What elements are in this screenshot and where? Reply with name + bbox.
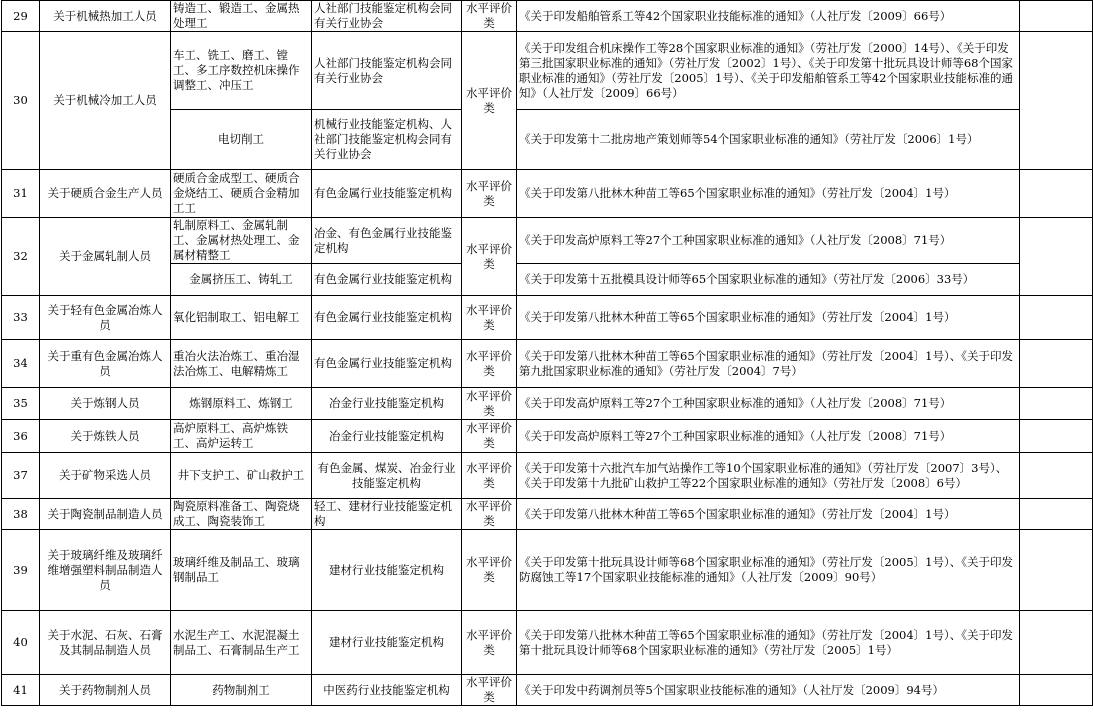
table-row — [2, 611, 1093, 675]
work-types: 药物制剂工 — [171, 675, 312, 706]
blank-cell — [1020, 453, 1093, 499]
standard-docs: 《关于印发船舶管系工等42个国家职业技能标准的通知》（人社厅发〔2009〕66号） — [517, 1, 1020, 32]
standard-docs: 《关于印发第八批林木种苗工等65个国家职业标准的通知》（劳社厅发〔2004〕1号）、《关于印发第九批国家职业标准的通知》（劳社厅发〔2004〕7号） — [517, 340, 1020, 388]
table-row — [2, 170, 1093, 218]
row-number: 34 — [2, 340, 40, 388]
blank-cell — [1020, 32, 1093, 170]
standard-docs: 《关于印发第十批玩具设计师等68个国家职业标准的通知》（劳社厅发〔2005〕1号）、《关于印发防腐蚀工等17个国家职业技能标准的通知》（人社厅发〔2009〕90号） — [517, 530, 1020, 611]
table-row — [2, 32, 1093, 110]
row-number: 35 — [2, 388, 40, 420]
work-types: 轧制原料工、金属轧制工、金属材热处理工、金属材精整工 — [171, 218, 312, 264]
category: 水平评价类 — [462, 170, 517, 218]
standard-docs: 《关于印发组合机床操作工等28个国家职业标准的通知》（劳社厅发〔2000〕14号）、《关于印发第三批国家职业标准的通知》（劳社厅发〔2002〕1号）、《关于印发第十批玩具设计师等68个国家职业标准的通知》（劳社厅发〔2005〕1号）、《关于印发船舶管系工等42个国家职业技能标准的通知》（人社厅发〔2009〕66号） — [517, 32, 1020, 110]
table-row — [2, 453, 1093, 499]
occupation-name: 关于玻璃纤维及玻璃纤维增强塑料制品制造人员 — [40, 530, 171, 611]
row-number: 40 — [2, 611, 40, 675]
appraisal-org: 建材行业技能鉴定机构 — [312, 530, 462, 611]
appraisal-org: 人社部门技能鉴定机构会同有关行业协会 — [312, 32, 462, 110]
occupation-name: 关于水泥、石灰、石膏及其制品制造人员 — [40, 611, 171, 675]
row-number: 37 — [2, 453, 40, 499]
blank-cell — [1020, 170, 1093, 218]
standard-docs: 《关于印发第十二批房地产策划师等54个国家职业标准的通知》（劳社厅发〔2006〕1号） — [517, 110, 1020, 170]
appraisal-org: 轻工、建材行业技能鉴定机构 — [312, 499, 462, 530]
table-row — [2, 296, 1093, 340]
occupation-name: 关于矿物采选人员 — [40, 453, 171, 499]
category: 水平评价类 — [462, 218, 517, 296]
appraisal-org: 冶金行业技能鉴定机构 — [312, 420, 462, 453]
standard-docs: 《关于印发第十五批模具设计师等65个国家职业标准的通知》（劳社厅发〔2006〕33号） — [517, 264, 1020, 296]
row-number: 36 — [2, 420, 40, 453]
row-number: 41 — [2, 675, 40, 706]
occupation-name: 关于炼钢人员 — [40, 388, 171, 420]
occupation-name: 关于炼铁人员 — [40, 420, 171, 453]
work-types: 炼钢原料工、炼钢工 — [171, 388, 312, 420]
standard-docs: 《关于印发第八批林木种苗工等65个国家职业标准的通知》（劳社厅发〔2004〕1号） — [517, 499, 1020, 530]
table-row — [2, 675, 1093, 706]
table-row — [2, 499, 1093, 530]
appraisal-org: 建材行业技能鉴定机构 — [312, 611, 462, 675]
occupation-name: 关于硬质合金生产人员 — [40, 170, 171, 218]
appraisal-org: 有色金属行业技能鉴定机构 — [312, 170, 462, 218]
category: 水平评价类 — [462, 611, 517, 675]
work-types: 金属挤压工、铸轧工 — [171, 264, 312, 296]
blank-cell — [1020, 499, 1093, 530]
table-row — [2, 1, 1093, 32]
occupation-name: 关于金属轧制人员 — [40, 218, 171, 296]
category: 水平评价类 — [462, 340, 517, 388]
category: 水平评价类 — [462, 453, 517, 499]
appraisal-org: 机械行业技能鉴定机构、人社部门技能鉴定机构会同有关行业协会 — [312, 110, 462, 170]
standard-docs: 《关于印发高炉原料工等27个工种国家职业标准的通知》（人社厅发〔2008〕71号） — [517, 420, 1020, 453]
appraisal-org: 有色金属行业技能鉴定机构 — [312, 296, 462, 340]
appraisal-org: 中医药行业技能鉴定机构 — [312, 675, 462, 706]
standard-docs: 《关于印发第八批林木种苗工等65个国家职业标准的通知》（劳社厅发〔2004〕1号）、《关于印发第十批玩具设计师等68个国家职业标准的通知》（劳社厅发〔2005〕1号） — [517, 611, 1020, 675]
standard-docs: 《关于印发高炉原料工等27个工种国家职业标准的通知》（人社厅发〔2008〕71号） — [517, 388, 1020, 420]
standard-docs: 《关于印发第十六批汽车加气站操作工等10个国家职业标准的通知》（劳社厅发〔2007〕3号）、《关于印发第十九批矿山救护工等22个国家职业标准的通知》（劳社厅发〔2008〕6号） — [517, 453, 1020, 499]
blank-cell — [1020, 388, 1093, 420]
occupation-name: 关于轻有色金属冶炼人员 — [40, 296, 171, 340]
appraisal-org: 有色金属行业技能鉴定机构 — [312, 264, 462, 296]
appraisal-org: 冶金、有色金属行业技能鉴定机构 — [312, 218, 462, 264]
occupation-name: 关于药物制剂人员 — [40, 675, 171, 706]
appraisal-org: 有色金属行业技能鉴定机构 — [312, 340, 462, 388]
row-number: 33 — [2, 296, 40, 340]
appraisal-org: 有色金属、煤炭、冶金行业技能鉴定机构 — [312, 453, 462, 499]
work-types: 铸造工、锻造工、金属热处理工 — [171, 1, 312, 32]
blank-cell — [1020, 1, 1093, 32]
standard-docs: 《关于印发第八批林木种苗工等65个国家职业标准的通知》（劳社厅发〔2004〕1号） — [517, 170, 1020, 218]
row-number: 31 — [2, 170, 40, 218]
blank-cell — [1020, 340, 1093, 388]
appraisal-org: 冶金行业技能鉴定机构 — [312, 388, 462, 420]
work-types: 玻璃纤维及制品工、玻璃钢制品工 — [171, 530, 312, 611]
table-row — [2, 218, 1093, 264]
work-types: 井下支护工、矿山救护工 — [171, 453, 312, 499]
work-types: 车工、铣工、磨工、镗工、多工序数控机床操作调整工、冲压工 — [171, 32, 312, 110]
standard-docs: 《关于印发第八批林木种苗工等65个国家职业标准的通知》（劳社厅发〔2004〕1号） — [517, 296, 1020, 340]
occupation-name: 关于重有色金属冶炼人员 — [40, 340, 171, 388]
row-number: 30 — [2, 32, 40, 170]
standard-docs: 《关于印发高炉原料工等27个工种国家职业标准的通知》（人社厅发〔2008〕71号） — [517, 218, 1020, 264]
work-types: 高炉原料工、高炉炼铁工、高炉运转工 — [171, 420, 312, 453]
category: 水平评价类 — [462, 32, 517, 170]
work-types: 硬质合金成型工、硬质合金烧结工、硬质合金精加工工 — [171, 170, 312, 218]
row-number: 39 — [2, 530, 40, 611]
category: 水平评价类 — [462, 1, 517, 32]
category: 水平评价类 — [462, 420, 517, 453]
blank-cell — [1020, 675, 1093, 706]
work-types: 陶瓷原料准备工、陶瓷烧成工、陶瓷装饰工 — [171, 499, 312, 530]
table-row — [2, 420, 1093, 453]
table-row — [2, 340, 1093, 388]
work-types: 水泥生产工、水泥混凝土制品工、石膏制品生产工 — [171, 611, 312, 675]
category: 水平评价类 — [462, 530, 517, 611]
occupation-name: 关于机械热加工人员 — [40, 1, 171, 32]
occupation-name: 关于陶瓷制品制造人员 — [40, 499, 171, 530]
work-types: 氧化铝制取工、铝电解工 — [171, 296, 312, 340]
work-types: 重冶火法冶炼工、重冶湿法冶炼工、电解精炼工 — [171, 340, 312, 388]
standards-table — [1, 0, 1093, 706]
blank-cell — [1020, 611, 1093, 675]
blank-cell — [1020, 296, 1093, 340]
category: 水平评价类 — [462, 296, 517, 340]
row-number: 32 — [2, 218, 40, 296]
category: 水平评价类 — [462, 388, 517, 420]
category: 水平评价类 — [462, 675, 517, 706]
blank-cell — [1020, 218, 1093, 296]
row-number: 38 — [2, 499, 40, 530]
blank-cell — [1020, 530, 1093, 611]
appraisal-org: 人社部门技能鉴定机构会同有关行业协会 — [312, 1, 462, 32]
category: 水平评价类 — [462, 499, 517, 530]
row-number: 29 — [2, 1, 40, 32]
occupation-name: 关于机械冷加工人员 — [40, 32, 171, 170]
table-row — [2, 388, 1093, 420]
work-types: 电切削工 — [171, 110, 312, 170]
standard-docs: 《关于印发中药调剂员等5个国家职业技能标准的通知》（人社厅发〔2009〕94号） — [517, 675, 1020, 706]
table-row — [2, 530, 1093, 611]
blank-cell — [1020, 420, 1093, 453]
